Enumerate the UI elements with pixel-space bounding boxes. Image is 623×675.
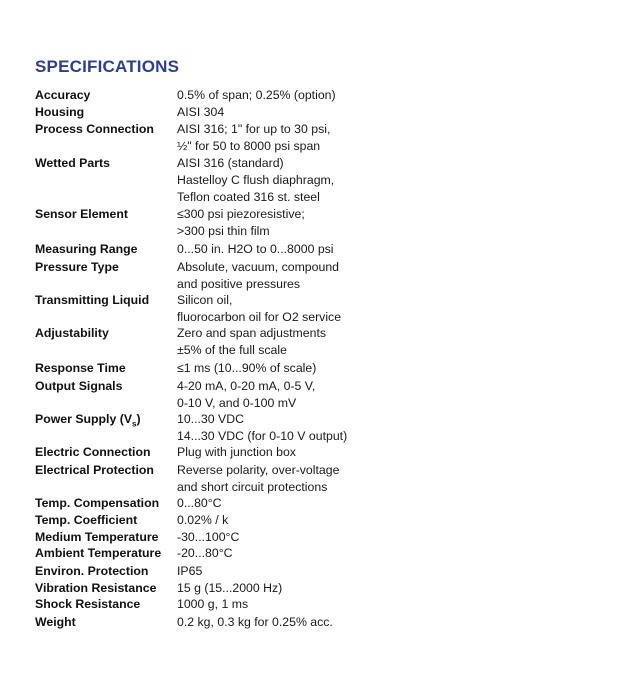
spec-label-text: Temp. Compensation [35, 496, 160, 510]
spec-value [177, 411, 347, 445]
spec-value-line: and positive pressures [177, 277, 301, 291]
spec-value [177, 155, 334, 206]
spec-label [35, 241, 138, 258]
spec-label-text: Medium Temperature [35, 530, 159, 544]
spec-value [177, 563, 202, 580]
spec-value-line: 14...30 VDC (for 0-10 V output) [177, 429, 348, 443]
spec-value-line: ±5% of the full scale [177, 343, 287, 357]
spec-value [177, 325, 326, 359]
spec-value [177, 444, 296, 461]
spec-value-line: fluorocarbon oil for O2 service [177, 310, 342, 324]
spec-label-text: Power Supply (V [35, 412, 133, 426]
spec-value-line: AISI 304 [177, 105, 225, 119]
spec-label-text: Electric Connection [35, 445, 151, 459]
spec-label [35, 259, 119, 276]
spec-value [177, 545, 233, 562]
spec-value-line: Absolute, vacuum, compound [177, 260, 340, 274]
spec-label-text: Accuracy [35, 88, 91, 102]
spec-value [177, 87, 336, 104]
spec-value-line: 0.2 kg, 0.3 kg for 0.25% acc. [177, 615, 333, 629]
spec-label [35, 563, 148, 580]
spec-value-line: Zero and span adjustments [177, 326, 327, 340]
spec-label-text: Process Connection [35, 122, 154, 136]
spec-value-line: 1000 g, 1 ms [177, 597, 249, 611]
spec-value-line: Silicon oil, [177, 293, 233, 307]
spec-label [35, 411, 141, 432]
spec-label [35, 121, 154, 138]
spec-value-line: Plug with junction box [177, 445, 296, 459]
spec-value-line: Reverse polarity, over-voltage [177, 463, 340, 477]
spec-label-text: Shock Resistance [35, 597, 141, 611]
spec-label-text: Weight [35, 615, 76, 629]
spec-label [35, 596, 140, 613]
spec-value-line: Hastelloy C flush diaphragm, [177, 173, 335, 187]
spec-label [35, 545, 161, 562]
spec-label-text: Vibration Resistance [35, 581, 157, 595]
spec-value [177, 121, 330, 155]
spec-value-line: 10...30 VDC [177, 412, 244, 426]
spec-value [177, 580, 282, 597]
spec-value-line: AISI 316 (standard) [177, 156, 284, 170]
spec-value [177, 104, 224, 121]
spec-label-text: Sensor Element [35, 207, 128, 221]
spec-label [35, 325, 109, 342]
spec-label-text: Response Time [35, 361, 126, 375]
spec-label [35, 155, 110, 172]
spec-label-text: Pressure Type [35, 260, 119, 274]
spec-label-text: Measuring Range [35, 242, 138, 256]
spec-label-text: Transmitting Liquid [35, 293, 150, 307]
spec-value-line: 15 g (15...2000 Hz) [177, 581, 283, 595]
spec-value-line: -20...80°C [177, 546, 233, 560]
spec-label [35, 378, 122, 395]
spec-value [177, 241, 334, 258]
spec-value-line: 0.5% of span; 0.25% (option) [177, 88, 336, 102]
spec-label [35, 444, 150, 461]
spec-value-line: IP65 [177, 564, 203, 578]
spec-label-text: Environ. Protection [35, 564, 149, 578]
spec-value-line: Teflon coated 316 st. steel [177, 190, 320, 204]
spec-value [177, 495, 222, 512]
spec-label-text: Ambient Temperature [35, 546, 162, 560]
spec-label-text: Output Signals [35, 379, 123, 393]
spec-label [35, 360, 126, 377]
spec-label [35, 292, 149, 309]
spec-value [177, 206, 305, 240]
spec-value [177, 512, 228, 529]
spec-value [177, 259, 339, 293]
spec-label-subscript: s [132, 419, 137, 429]
spec-label [35, 614, 76, 631]
spec-label [35, 529, 158, 546]
spec-value-line: 4-20 mA, 0-20 mA, 0-5 V, [177, 379, 316, 393]
spec-label-suffix: ) [136, 412, 141, 426]
spec-label-text: Housing [35, 105, 85, 119]
spec-label-text: Wetted Parts [35, 156, 110, 170]
spec-label-text: Adjustability [35, 326, 109, 340]
spec-label-text: Temp. Coefficient [35, 513, 138, 527]
spec-label [35, 580, 156, 597]
page-title: SPECIFICATIONS [35, 57, 180, 76]
spec-value-line: -30...100°C [177, 530, 240, 544]
spec-label [35, 462, 154, 479]
spec-value [177, 462, 339, 496]
spec-label [35, 206, 128, 223]
spec-value-line: ≤1 ms (10...90% of scale) [177, 361, 317, 375]
spec-value [177, 596, 248, 613]
spec-label [35, 512, 137, 529]
spec-value-line: 0-10 V, and 0-100 mV [177, 396, 297, 410]
spec-value-line: 0...80°C [177, 496, 222, 510]
spec-value-line: AISI 316; 1" for up to 30 psi, [177, 122, 331, 136]
spec-label-text: Electrical Protection [35, 463, 154, 477]
spec-value [177, 614, 333, 631]
spec-value [177, 292, 341, 326]
spec-label [35, 495, 159, 512]
spec-value-line: ½" for 50 to 8000 psi span [177, 139, 321, 153]
spec-value [177, 378, 315, 412]
spec-label [35, 104, 84, 121]
spec-value-line: and short circuit protections [177, 480, 328, 494]
spec-value-line: ≤300 psi piezoresistive; [177, 207, 305, 221]
spec-label [35, 87, 90, 104]
spec-value-line: 0.02% / k [177, 513, 229, 527]
spec-value-line: >300 psi thin film [177, 224, 270, 238]
spec-value [177, 529, 239, 546]
spec-value [177, 360, 316, 377]
spec-value-line: 0...50 in. H2O to 0...8000 psi [177, 242, 334, 256]
